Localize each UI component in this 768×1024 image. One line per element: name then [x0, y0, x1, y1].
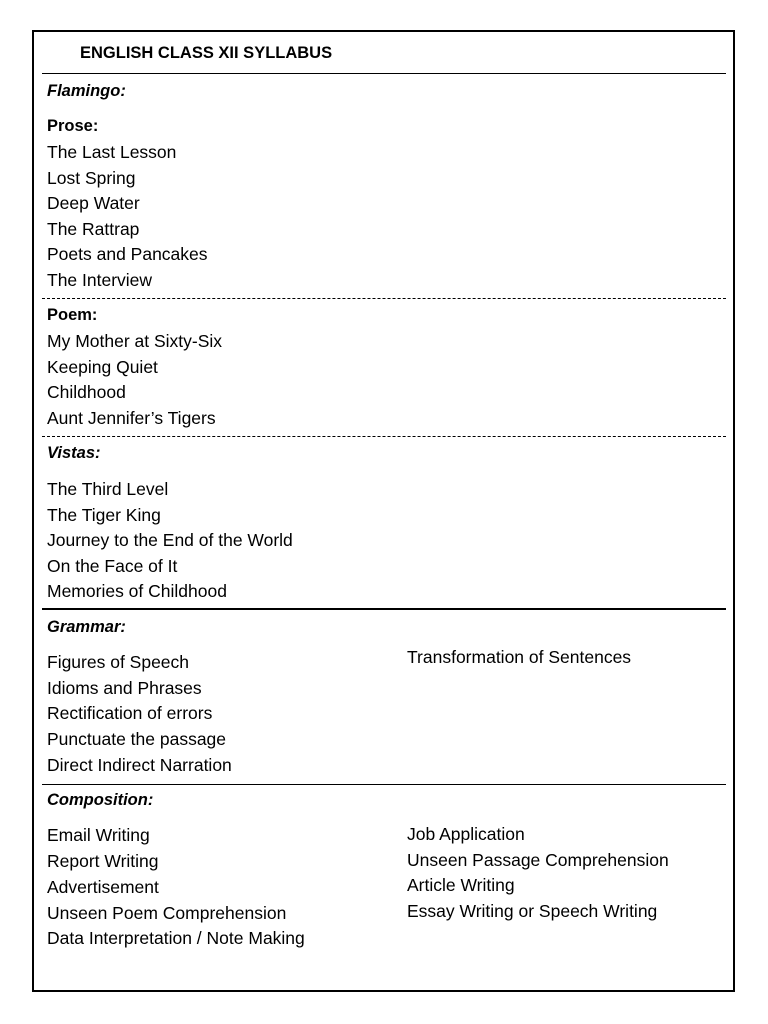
- poem-vistas-divider: [42, 436, 726, 437]
- composition-item: Advertisement: [47, 877, 159, 897]
- vistas-item: Journey to the End of the World: [47, 530, 293, 550]
- prose-item: Poets and Pancakes: [47, 244, 208, 264]
- composition-item: Data Interpretation / Note Making: [47, 928, 305, 948]
- grammar-item: Direct Indirect Narration: [47, 755, 232, 775]
- composition-item: Unseen Poem Comprehension: [47, 903, 287, 923]
- vistas-item: Memories of Childhood: [47, 581, 227, 601]
- prose-item: Deep Water: [47, 193, 140, 213]
- prose-item: Lost Spring: [47, 168, 136, 188]
- vistas-heading: Vistas:: [47, 444, 101, 462]
- vistas-item: On the Face of It: [47, 556, 178, 576]
- vistas-grammar-divider: [42, 608, 726, 610]
- composition-item: Report Writing: [47, 851, 159, 871]
- composition-item: Email Writing: [47, 825, 150, 845]
- prose-poem-divider: [42, 298, 726, 299]
- grammar-item: Idioms and Phrases: [47, 678, 202, 698]
- flamingo-heading: Flamingo:: [47, 82, 126, 100]
- page-title: ENGLISH CLASS XII SYLLABUS: [80, 44, 333, 62]
- title-divider: [42, 73, 726, 74]
- vistas-item: The Third Level: [47, 479, 169, 499]
- grammar-item: Transformation of Sentences: [407, 647, 632, 667]
- grammar-heading: Grammar:: [47, 618, 126, 636]
- poem-item: Keeping Quiet: [47, 357, 158, 377]
- poem-item: My Mother at Sixty-Six: [47, 331, 223, 351]
- composition-heading: Composition:: [47, 791, 154, 809]
- composition-item: Article Writing: [407, 875, 515, 895]
- grammar-item: Punctuate the passage: [47, 729, 227, 749]
- composition-item: Unseen Passage Comprehension: [407, 850, 669, 870]
- grammar-item: Figures of Speech: [47, 652, 190, 672]
- poem-item: Childhood: [47, 382, 126, 402]
- prose-item: The Last Lesson: [47, 142, 177, 162]
- prose-item: The Interview: [47, 270, 153, 290]
- composition-item: Job Application: [407, 824, 525, 844]
- poem-heading: Poem:: [47, 306, 98, 324]
- vistas-item: The Tiger King: [47, 505, 161, 525]
- poem-item: Aunt Jennifer’s Tigers: [47, 408, 216, 428]
- prose-heading: Prose:: [47, 117, 99, 135]
- grammar-composition-divider: [42, 784, 726, 785]
- prose-item: The Rattrap: [47, 219, 140, 239]
- grammar-item: Rectification of errors: [47, 703, 213, 723]
- composition-item: Essay Writing or Speech Writing: [407, 901, 658, 921]
